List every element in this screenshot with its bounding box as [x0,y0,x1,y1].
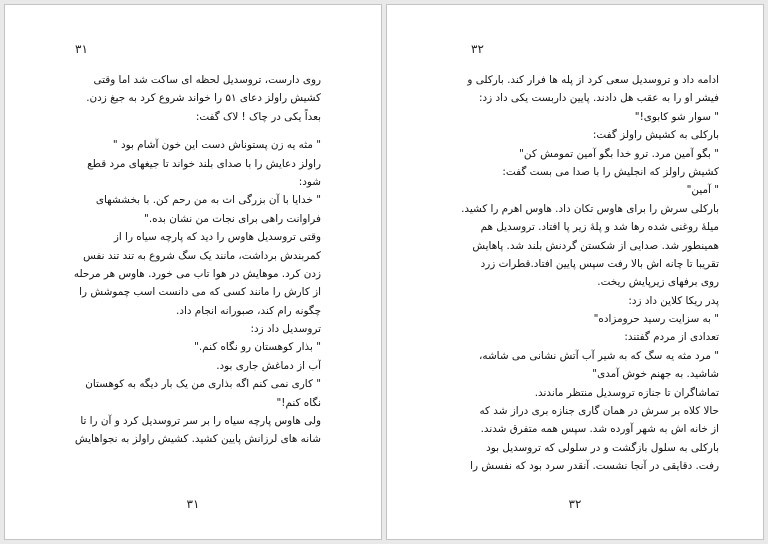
text-line: همینطور شد. صدایی از شکستن گردنش بلند شد. پاهایش [472,239,719,252]
text-line: از خانه اش به شهر آورده شد. سپس همه متفرق شدند. [480,423,719,436]
text-line: زدن کرد. موهایش در هوا تاب می خورد. هاوس هر مرحله [73,267,321,280]
text-line: " کاری نمی کنم اگه بذاری من یک بار دیگه به کوهستان [85,378,321,391]
text-line: شانه های لرزانش پایین کشید. کشیش راولز به نجواهایش [74,433,321,446]
text-line: کشیش راولز دعای ۵۱ را خواند شروع کرد به جیغ زدن. [86,92,321,105]
text-line: بارکلی به کشیش راولز گفت: [592,129,719,142]
text-line: وقتی تروسدیل هاوس را دید که پارچه سیاه را از [113,231,321,244]
page-number-top: ۳۲ [471,42,484,56]
page-number-bottom: ۳۲ [568,497,582,511]
left-page [4,4,382,540]
text-line: آب از دماغش جاری بود. [216,359,321,372]
text-line: " بذار کوهستان رو نگاه کنم." [194,341,321,354]
text-line: " سوار شو کابوی!" [634,110,719,123]
text-line: شاشید. به جهنم خوش آمدی" [592,368,719,381]
page-body-text [461,71,719,476]
text-line: " به سزایت رسید حرومزاده" [593,313,719,326]
blank-line [63,126,321,136]
text-line: " آمین" [686,184,719,197]
text-line: بعداً یکی در چاک ! لاک گفت: [195,110,321,123]
text-line: " مرد مثه یه سگ که به شیر آب آتش نشانی می شاشه، [479,349,719,362]
page-number-top: ۳۱ [75,42,88,56]
text-line: میلهٔ روغنی شده رها شد و پلهٔ زیر پا افتاد. تروسدیل هم [480,221,719,234]
text-line: تروسدیل داد زد: [250,323,321,336]
text-line: شود: [298,175,321,188]
text-line: ادامه داد و تروسدیل سعی کرد از پله ها فرار کند. بارکلی و [467,74,719,86]
text-line: تقریبا تا چانه اش بالا رفت سپس پایین افتاد.قطرات زرد [480,257,719,270]
text-line: تماشاگران تا جنازه تروسدیل منتظر ماندند. [534,386,719,399]
page-body-text [63,71,321,449]
text-line: کمربندش برداشت، مانند یک سگ شروع به تند تند نفس [83,249,321,262]
text-line: پدر ریکا کلاین داد زد: [628,294,719,307]
text-line: فراوانت راهی برای نجات من نشان بده." [144,212,321,225]
text-line: حالا کلاه بر سرش در همان گاری جنازه بری دراز شد که [479,405,719,418]
text-line: فیشر او را به عقب هل دادند. پایین داربست یکی داد زد: [479,92,719,105]
text-line: روی دارست، تروسدیل لحظه ای ساکت شد اما وقتی [93,74,321,86]
text-line: از کارش را مانند کسی که می دانست اسب چموشش را [79,286,321,299]
text-line: روی برفهای زیرپایش ریخت. [597,276,719,289]
text-line: " خدایا با آن بزرگی ات به من رحم کن. با بخششهای [95,194,321,207]
text-line: راولز دعایش را با صدای بلند خواند تا جیغهای مرد قطع [87,157,321,170]
text-line: نگاه کنم!" [276,396,321,409]
text-line: بارکلی سرش را برای هاوس تکان داد. هاوس اهرم را کشید. [461,202,719,215]
page-number-bottom: ۳۱ [186,497,200,511]
text-line: چگونه رام کند، صبورانه انجام داد. [176,304,321,317]
right-page [386,4,764,540]
text-line: ولی هاوس پارچه سیاه را بر سر تروسدیل کرد و آن را تا [80,415,321,428]
text-line: بارکلی به سلول بازگشت و در سلولی که تروسدیل بود [486,441,719,454]
text-line: رفت. دقایقی در آنجا نشست. آنقدر سرد بود که نفسش را [470,460,719,473]
text-line: " مثه یه زن پستوناش دست این خون آشام بود " [112,139,321,152]
text-line: کشیش راولز که انجلیش را با صدا می بست گفت: [502,165,719,178]
text-line: تعدادی از مردم گفتند: [624,331,719,344]
text-line: " بگو آمین مرد. ترو خدا بگو آمین تمومش کن" [519,147,719,160]
